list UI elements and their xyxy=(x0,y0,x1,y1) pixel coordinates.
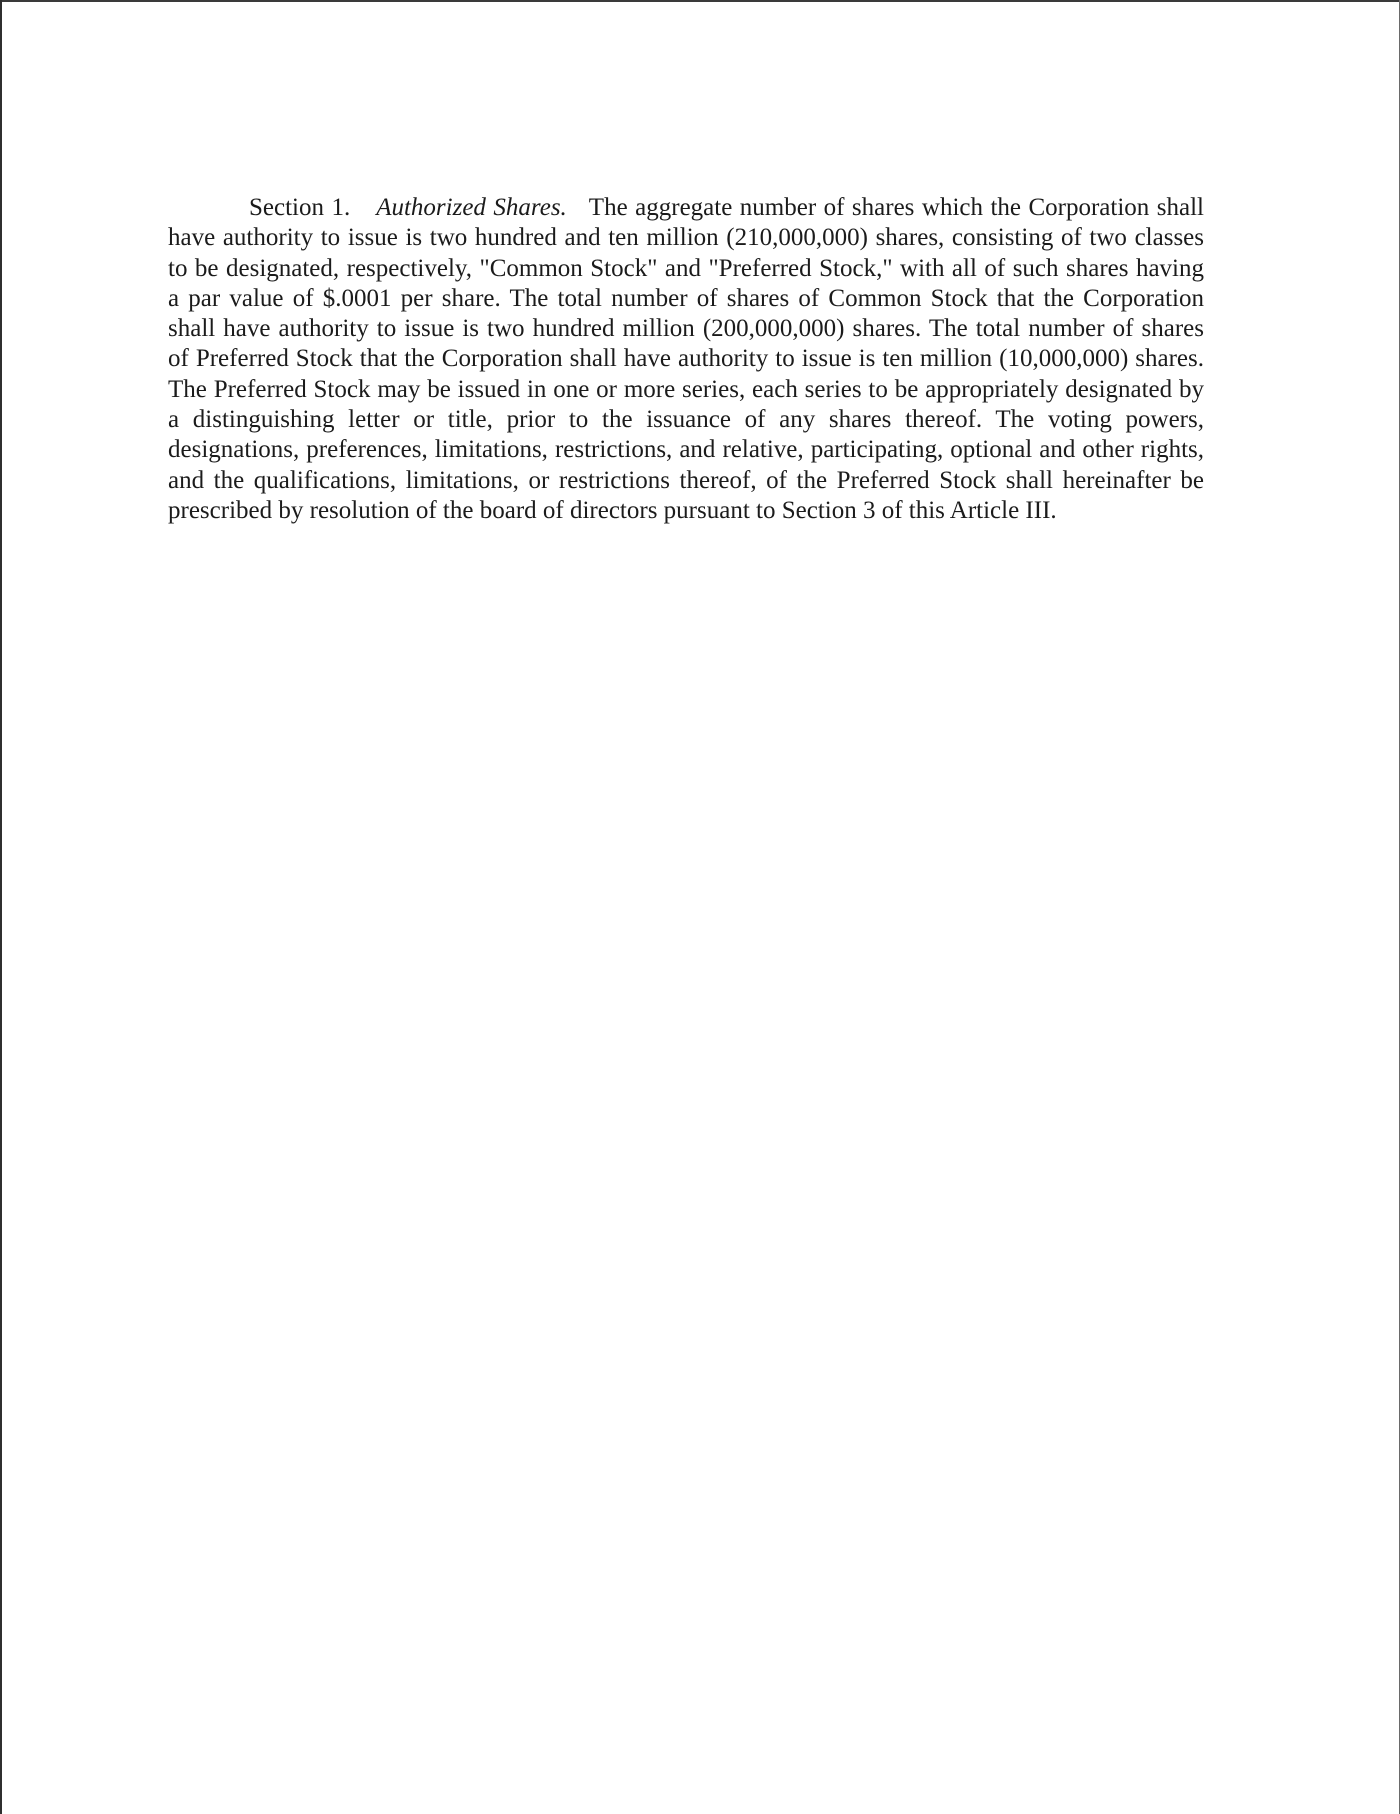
scan-edge-left xyxy=(0,0,2,1814)
section-number: Section 1. xyxy=(249,194,351,221)
document-page xyxy=(168,193,1204,526)
section-body-text: The aggregate number of shares which the Corporation shall have authority to issue is two hundred and ten million (210,000,000) shares, consisting of two classes to be designated, respectively, "Common Stock" and "Preferred Stock," with all of such shares having a par value of $.0001 per share. The total number of shares of Common Stock that the Corporation shall have authority to issue is two hundred million (200,000,000) shares. The total number of shares of Preferred Stock that the Corporation shall have authority to issue is ten million (10,000,000) shares. The Preferred Stock may be issued in one or more series, each series to be appropriately designated by a distinguishing letter or title, prior to the issuance of any shares thereof. The voting powers, designations, preferences, limitations, restrictions, and relative, participating, optional and other rights, and the qualifications, limitations, or restrictions thereof, of the Preferred Stock shall hereinafter be prescribed by resolution of the board of directors pursuant to Section 3 of this Article III. xyxy=(168,194,1204,524)
section-paragraph xyxy=(168,193,1204,526)
scan-edge-top xyxy=(0,0,1400,2)
section-heading: Authorized Shares. xyxy=(376,194,567,221)
